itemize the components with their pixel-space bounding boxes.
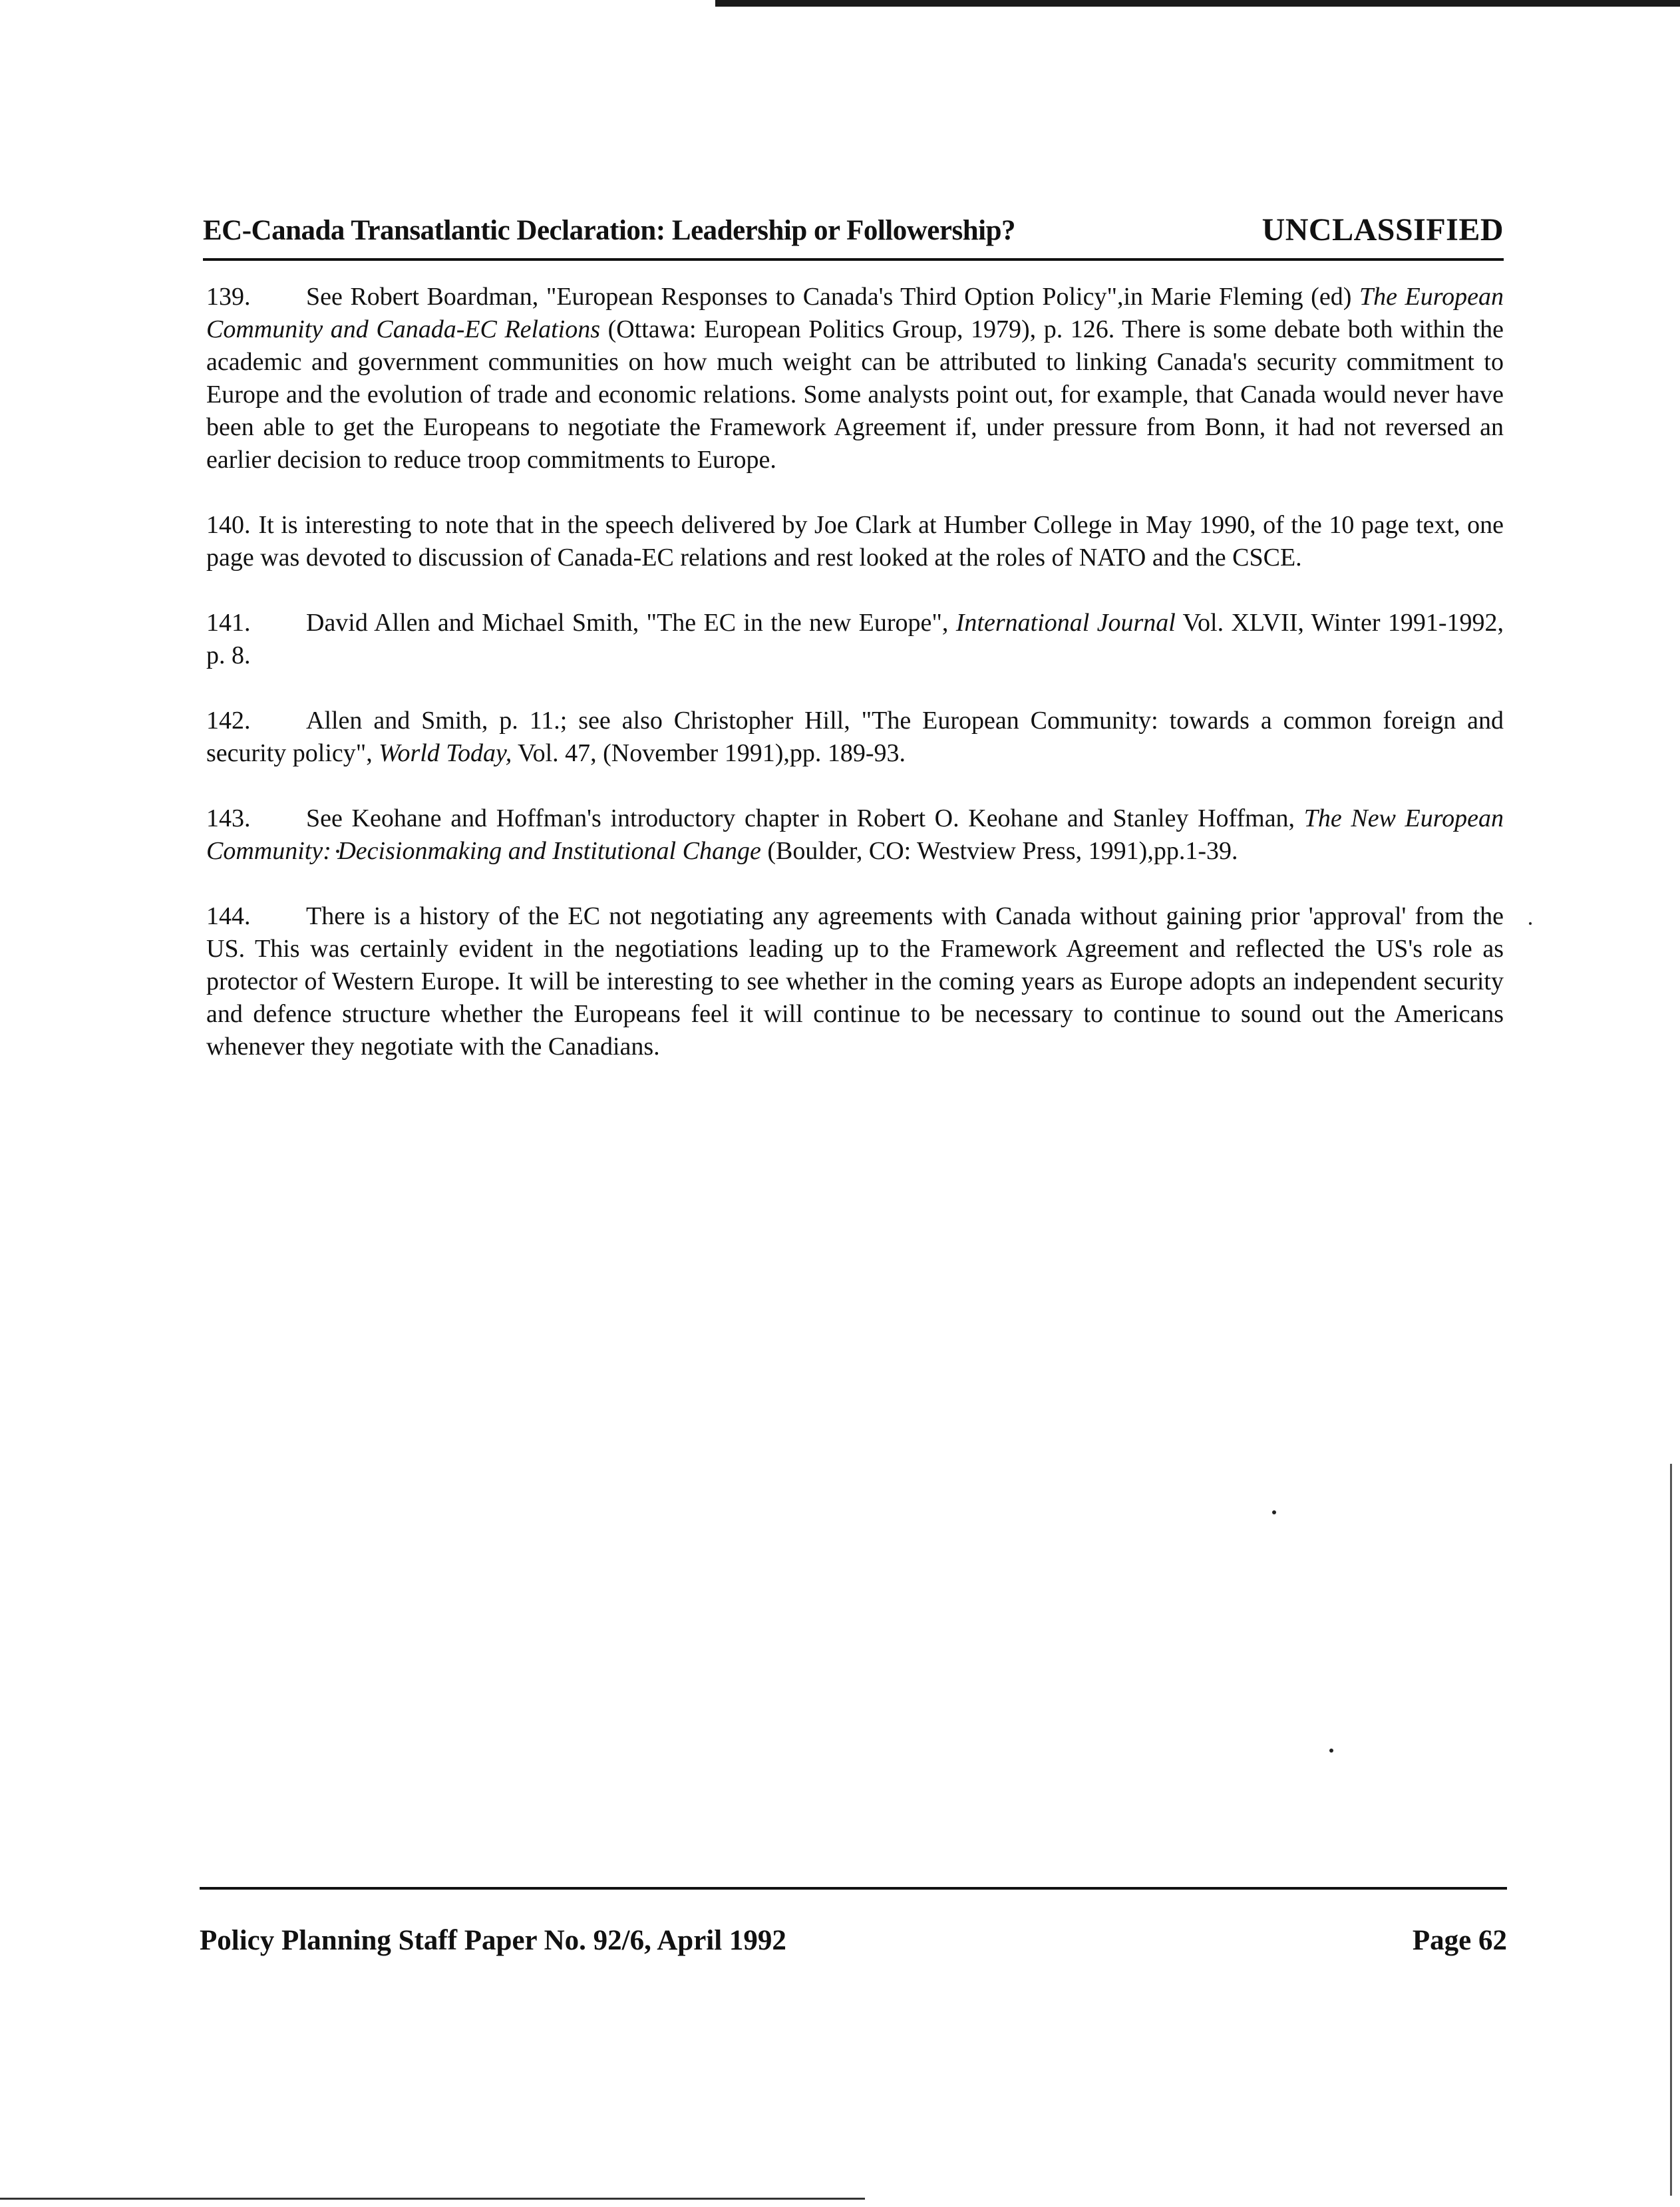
endnote-139 (206, 281, 1504, 476)
endnote-144 (206, 900, 1504, 1063)
note-number: 141. (206, 609, 251, 637)
document-title: EC-Canada Transatlantic Declaration: Leadership or Followership? (203, 215, 1015, 246)
note-text: Allen and Smith, p. 11.; see also Christopher Hill, "The European Community: towards a common foreign and security policy", (206, 707, 1504, 767)
note-citation-title: World Today, (379, 739, 512, 767)
scan-edge-bottom (0, 2198, 865, 2200)
note-text: See Robert Boardman, "European Responses to Canada's Third Option Policy",in Marie Fleming (ed) (306, 283, 1359, 311)
note-text: (Boulder, CO: Westview Press, 1991),pp.1-39. (760, 837, 1238, 865)
endnote-140 (206, 509, 1504, 574)
page-number: Page 62 (1412, 1925, 1507, 1956)
note-text: Vol. 47, (November 1991),pp. 189-93. (512, 739, 906, 767)
scan-edge-top (715, 0, 1680, 7)
scan-speck (1272, 1510, 1276, 1514)
note-text: David Allen and Michael Smith, "The EC in the new Europe", (306, 609, 956, 637)
note-text: (Ottawa: European Politics Group, 1979), p. 126. There is some debate both within the academic and government communities on how much weight can be attributed to linking Canada's security commitment to Europe and the evolution of trade and economic relations. Some analysts point out, for example, that Canada would never have been able to get the Europeans to negotiate the Framework Agreement if, under pressure from Bonn, it had not reversed an earlier decision to reduce troop commitments to Europe. (206, 315, 1504, 474)
note-text: There is a history of the EC not negotiating any agreements with Canada without gaining prior 'approval' from the US. This was certainly evident in the negotiations leading up to the Framework Agreement and reflected the US's role as protector of Western Europe. It will be interesting to see whether in the coming years as Europe adopts an independent security and defence structure whether the Europeans feel it will continue to be necessary to continue to sound out the Americans whenever they negotiate with the Canadians. (206, 902, 1504, 1061)
scan-speck (1329, 1749, 1333, 1753)
endnote-143 (206, 802, 1504, 868)
note-citation-title: The European Community and Canada-EC Relations (206, 283, 1504, 343)
running-footer (200, 1887, 1507, 1956)
endnote-142 (206, 705, 1504, 770)
note-text: It is interesting to note that in the speech delivered by Joe Clark at Humber College in May 1990, of the 10 page text, one page was devoted to discussion of Canada-EC relations and rest looked at the roles of NATO and the CSCE. (206, 511, 1504, 572)
note-number: 143. (206, 804, 251, 832)
paper-reference: Policy Planning Staff Paper No. 92/6, April 1992 (200, 1925, 786, 1956)
note-number: 144. (206, 902, 251, 930)
running-header (203, 214, 1504, 261)
note-citation-title: International Journal (955, 609, 1176, 637)
note-number: 139. (206, 283, 251, 311)
endnotes (206, 281, 1504, 1096)
note-number: 142. (206, 707, 251, 735)
note-text: Vol. XLVII, Winter 1991-1992, p. 8. (206, 609, 1504, 669)
note-number: 140. (206, 511, 251, 539)
endnote-141 (206, 607, 1504, 672)
note-citation-title: The New European Community: Decisionmaking and Institutional Change (206, 804, 1504, 865)
classification-label: UNCLASSIFIED (1261, 212, 1504, 248)
scan-edge-right (1670, 1464, 1672, 2196)
scan-speck (1529, 922, 1532, 925)
note-text: See Keohane and Hoffman's introductory chapter in Robert O. Keohane and Stanley Hoffman, (306, 804, 1304, 832)
